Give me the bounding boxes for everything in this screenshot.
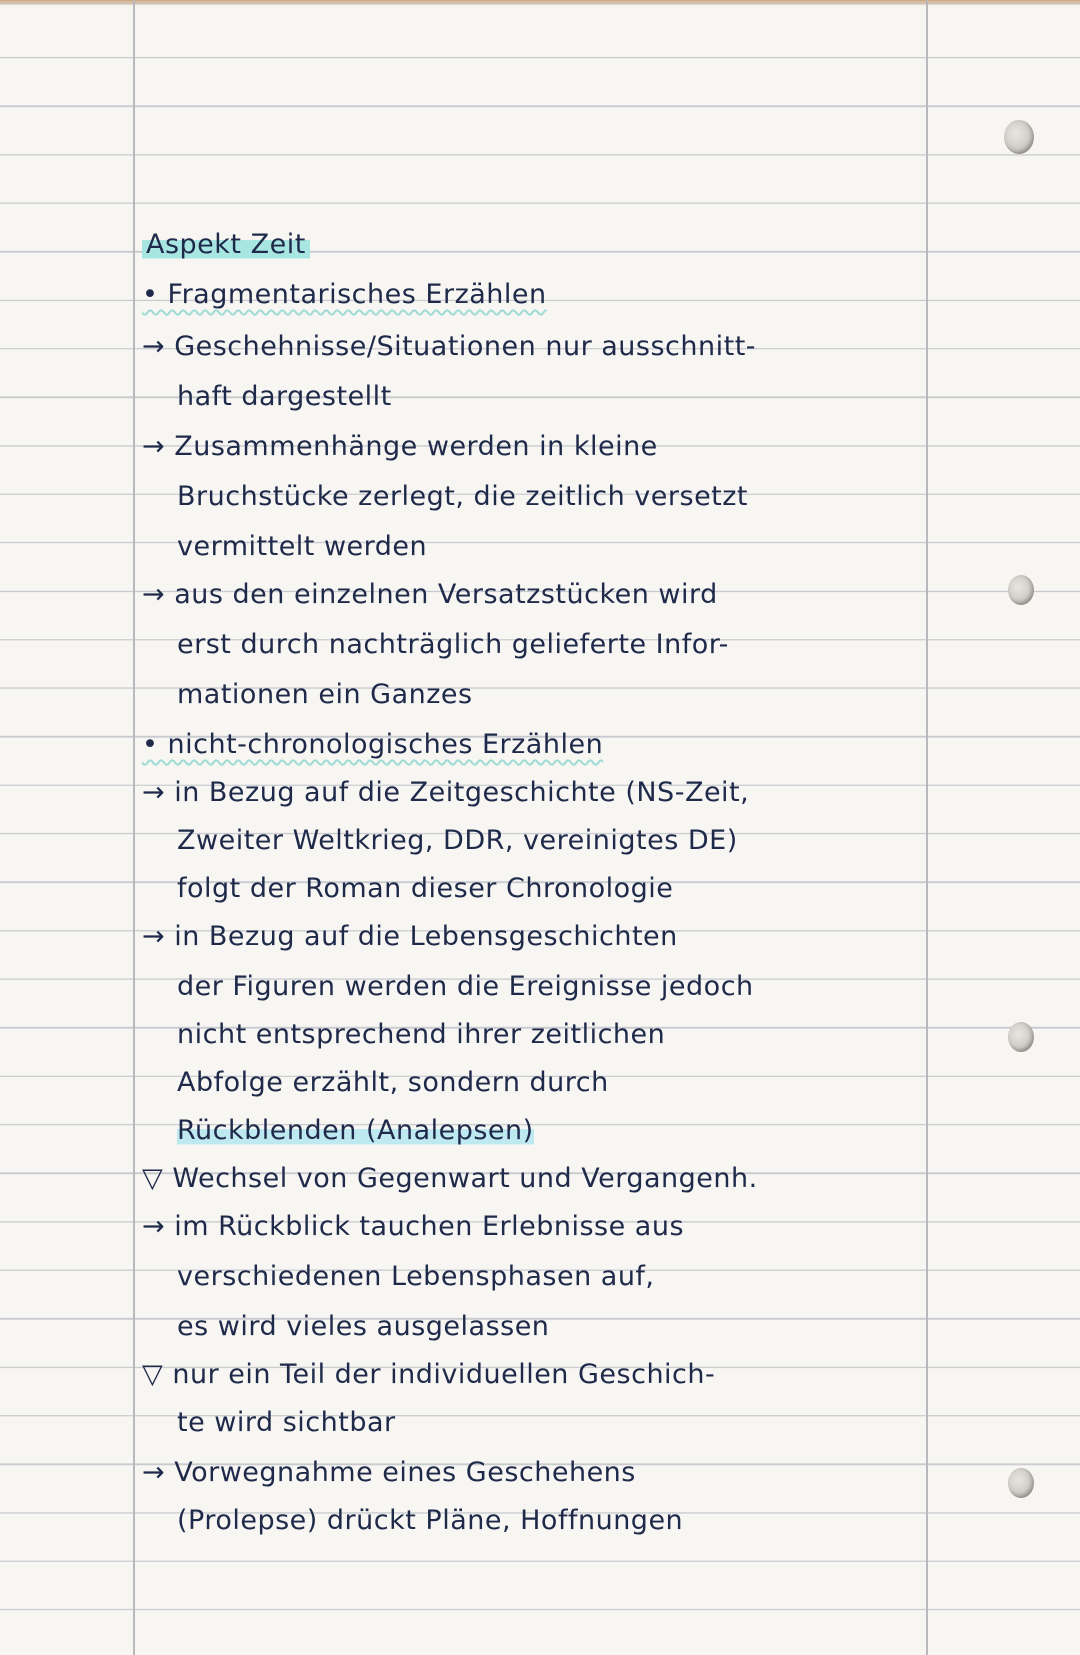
note-line-text: (Prolepse) drückt Pläne, Hoffnungen [177, 1505, 684, 1536]
note-line-text: ▽ nur ein Teil der individuellen Geschich- [142, 1359, 716, 1390]
punch-hole-1 [1004, 120, 1034, 154]
note-line-text: folgt der Roman dieser Chronologie [177, 873, 674, 904]
note-line-1 [142, 280, 547, 310]
note-line-text: • nicht-chronologisches Erzählen [142, 729, 604, 760]
note-line-22 [177, 1312, 549, 1342]
note-line-text: Zweiter Weltkrieg, DDR, vereinigtes DE) [177, 825, 738, 856]
note-line-14 [142, 922, 678, 952]
note-line-11 [142, 778, 749, 808]
note-line-19 [142, 1164, 758, 1194]
note-line-text: Rückblenden (Analepsen) [177, 1115, 534, 1146]
note-line-15 [177, 972, 754, 1002]
note-line-24 [177, 1408, 396, 1438]
note-line-23 [142, 1360, 715, 1390]
note-line-text: • Fragmentarisches Erzählen [142, 279, 547, 310]
left-margin-line [133, 0, 135, 1655]
note-line-3 [177, 382, 392, 412]
notes-heading [142, 230, 310, 260]
note-line-18 [177, 1116, 534, 1146]
note-line-text: → Geschehnisse/Situationen nur ausschnitt- [142, 331, 757, 362]
note-line-text: → in Bezug auf die Zeitgeschichte (NS-Zeit, [142, 777, 750, 808]
note-line-text: ▽ Wechsel von Gegenwart und Vergangenh. [142, 1163, 758, 1194]
note-line-16 [177, 1020, 665, 1050]
note-line-13 [177, 874, 673, 904]
note-line-text: Bruchstücke zerlegt, die zeitlich versetzt [177, 481, 749, 512]
note-line-2 [142, 332, 756, 362]
note-line-text: → in Bezug auf die Lebensgeschichten [142, 921, 678, 952]
note-line-text: → Zusammenhänge werden in kleine [142, 431, 658, 462]
note-line-7 [142, 580, 718, 610]
note-line-text: der Figuren werden die Ereignisse jedoch [177, 971, 754, 1002]
note-line-5 [177, 482, 748, 512]
punch-hole-3 [1008, 1022, 1034, 1052]
note-line-text: Abfolge erzählt, sondern durch [177, 1067, 609, 1098]
page-top-edge [0, 0, 1080, 6]
note-line-text: → im Rückblick tauchen Erlebnisse aus [142, 1211, 685, 1242]
note-line-6 [177, 532, 427, 562]
note-line-26 [177, 1506, 683, 1536]
punch-hole-2 [1008, 575, 1034, 605]
note-line-text: es wird vieles ausgelassen [177, 1311, 550, 1342]
note-line-8 [177, 630, 729, 660]
note-line-9 [177, 680, 473, 710]
note-line-12 [177, 826, 738, 856]
right-margin-line [926, 0, 928, 1655]
note-line-4 [142, 432, 658, 462]
note-line-text: nicht entsprechend ihrer zeitlichen [177, 1019, 666, 1050]
note-line-25 [142, 1458, 636, 1488]
note-line-text: vermittelt werden [177, 531, 428, 562]
note-line-text: verschiedenen Lebensphasen auf, [177, 1261, 655, 1292]
note-line-20 [142, 1212, 684, 1242]
note-line-text: haft dargestellt [177, 381, 392, 412]
note-line-text: mationen ein Ganzes [177, 679, 473, 710]
note-line-10 [142, 730, 603, 760]
heading-text: Aspekt Zeit [142, 229, 310, 260]
note-line-21 [177, 1262, 655, 1292]
note-line-text: te wird sichtbar [177, 1407, 396, 1438]
note-line-17 [177, 1068, 609, 1098]
note-line-text: → Vorwegnahme eines Geschehens [142, 1457, 636, 1488]
punch-hole-4 [1008, 1468, 1034, 1498]
note-line-text: → aus den einzelnen Versatzstücken wird [142, 579, 718, 610]
note-line-text: erst durch nachträglich gelieferte Infor- [177, 629, 729, 660]
